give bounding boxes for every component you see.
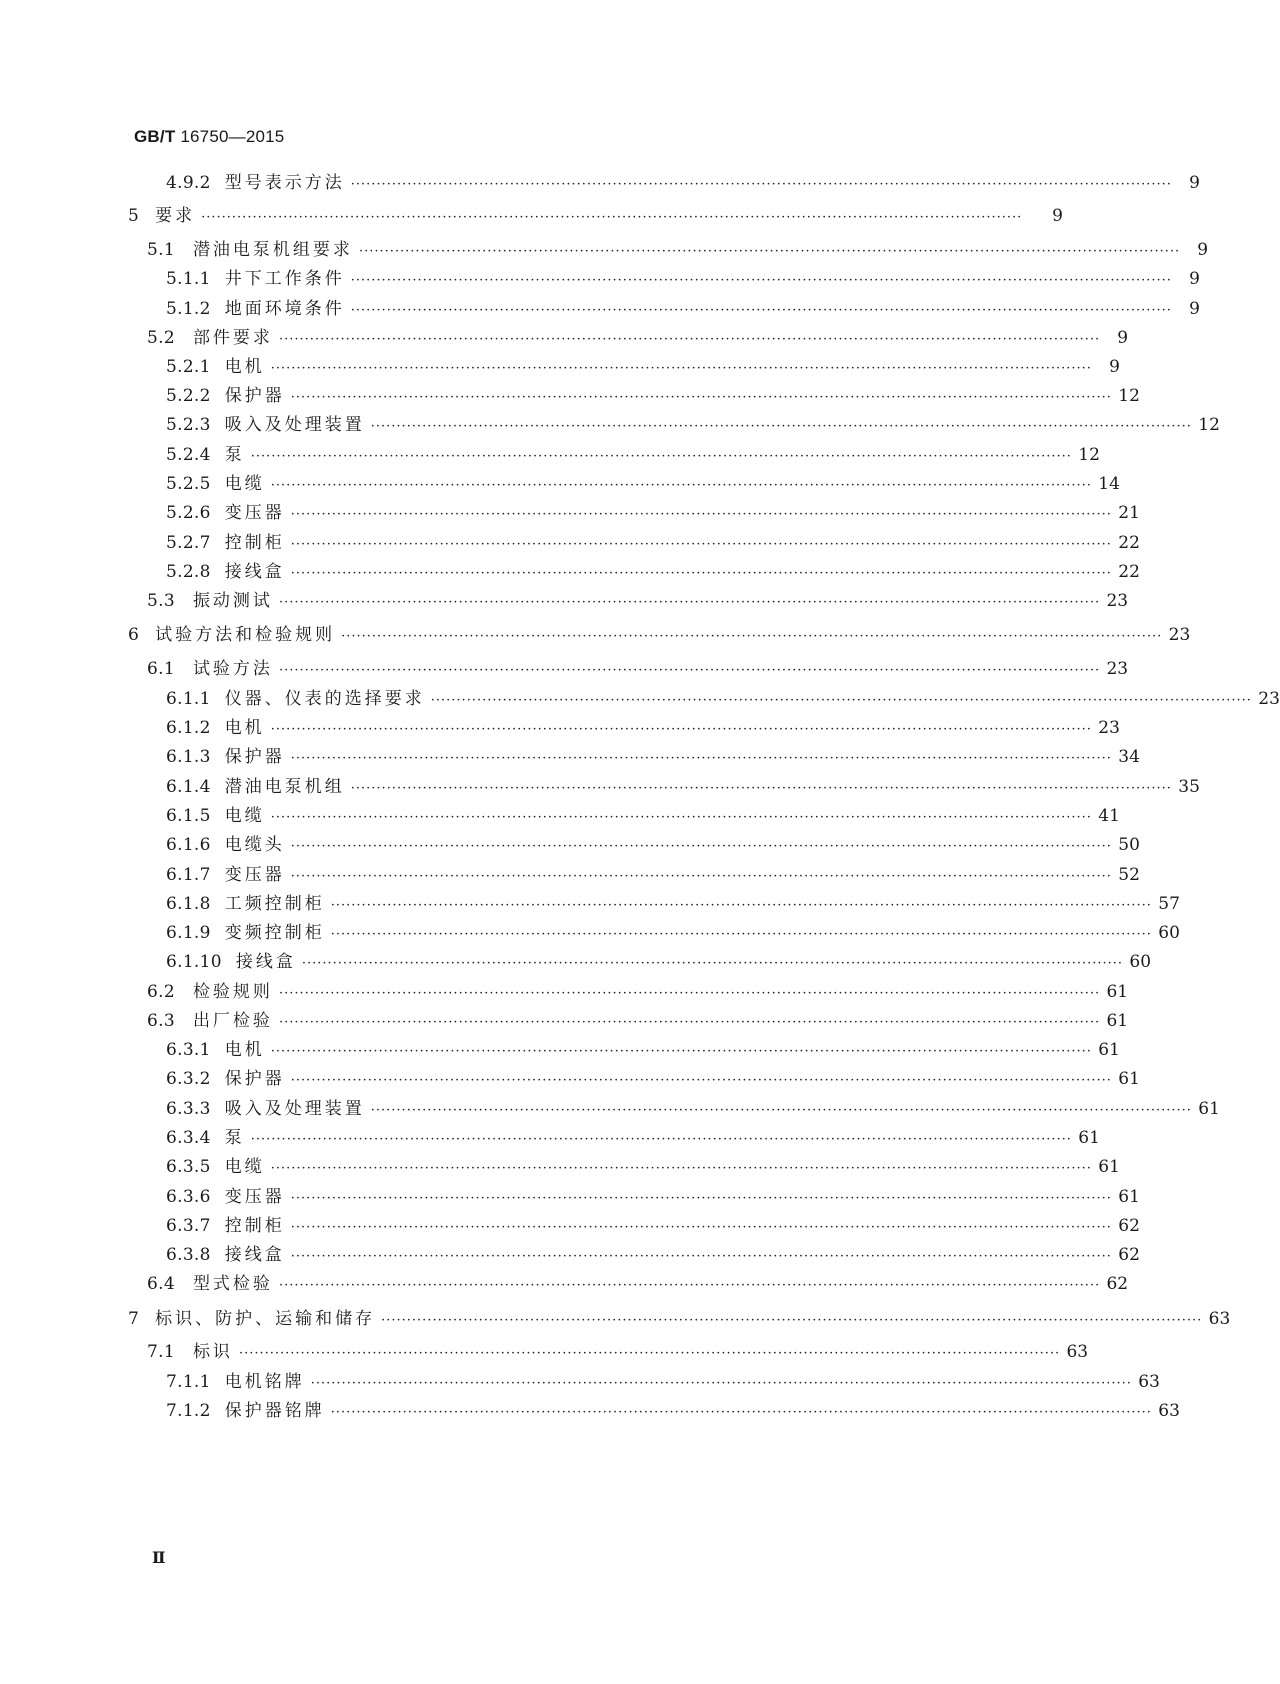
dot-leader: ································································································································································	[301, 956, 1124, 971]
toc-entry[interactable]	[166, 352, 1120, 377]
dot-leader: ································································································································································	[201, 210, 1023, 225]
toc-entry-page: 61	[1106, 982, 1129, 1002]
toc-entry-page: 60	[1129, 952, 1152, 972]
toc-entry-title: 吸入及处理装置	[224, 415, 365, 435]
standard-number: 16750—2015	[180, 127, 285, 146]
toc-entry-number: 6.3.4	[166, 1128, 211, 1148]
toc-entry-number: 6.1.9	[166, 923, 211, 943]
toc-entry-title: 保护器	[224, 386, 285, 406]
toc-entry-page: 14	[1098, 474, 1120, 494]
dot-leader: ································································································································································	[330, 898, 1152, 913]
dot-leader: ································································································································································	[290, 1249, 1112, 1264]
toc-entry[interactable]	[166, 947, 1152, 972]
dot-leader: ································································································································································	[310, 1376, 1132, 1391]
toc-entry-page: 62	[1118, 1245, 1140, 1265]
dot-leader: ································································································································································	[350, 303, 1172, 318]
toc-entry-title: 型式检验	[192, 1274, 273, 1294]
toc-entry-page: 23	[1106, 591, 1129, 611]
dot-leader: ································································································································································	[290, 869, 1112, 884]
toc-entry-number: 6.3.1	[166, 1040, 211, 1060]
toc-entry-number: 5.2.3	[166, 415, 211, 435]
toc-entry-page: 61	[1118, 1069, 1140, 1089]
toc-entry[interactable]	[166, 1064, 1140, 1089]
dot-leader: ································································································································································	[278, 1015, 1101, 1030]
toc-entry[interactable]	[166, 1367, 1160, 1392]
toc-entry-page: 60	[1158, 923, 1180, 943]
dot-leader: ································································································································································	[430, 693, 1252, 708]
toc-entry-title: 电缆	[224, 1157, 265, 1177]
toc-entry[interactable]	[166, 1211, 1140, 1236]
toc-entry-page: 12	[1118, 386, 1140, 406]
toc-entry-page: 61	[1198, 1099, 1220, 1119]
toc-entry-title: 工频控制柜	[224, 894, 325, 914]
dot-leader: ································································································································································	[278, 663, 1101, 678]
toc-entry[interactable]	[166, 1094, 1220, 1119]
toc-entry-page: 9	[1189, 299, 1200, 319]
toc-entry[interactable]	[166, 1123, 1100, 1148]
dot-leader: ································································································································································	[290, 1220, 1112, 1235]
toc-entry[interactable]	[147, 977, 1129, 1002]
toc-entry-page: 9	[1109, 357, 1120, 377]
toc-entry-page: 9	[1197, 240, 1209, 260]
toc-entry-title: 接线盒	[224, 1245, 285, 1265]
toc-entry-title: 电机	[224, 718, 265, 738]
toc-entry-title: 电缆	[224, 474, 265, 494]
toc-entry[interactable]	[147, 235, 1209, 260]
toc-entry[interactable]	[166, 742, 1140, 767]
toc-entry[interactable]	[128, 620, 1191, 645]
toc-entry-number: 6.2	[147, 982, 175, 1002]
toc-entry[interactable]	[166, 381, 1140, 406]
toc-entry-title: 电机	[224, 1040, 265, 1060]
toc-entry[interactable]	[166, 264, 1200, 289]
toc-entry-page: 12	[1078, 445, 1100, 465]
dot-leader: ································································································································································	[290, 566, 1112, 581]
toc-entry[interactable]	[166, 498, 1140, 523]
toc-entry-page: 9	[1052, 206, 1063, 226]
toc-entry-title: 试验方法和检验规则	[155, 625, 336, 645]
toc-entry[interactable]	[166, 469, 1120, 494]
toc-entry-title: 型号表示方法	[224, 173, 345, 193]
toc-entry-title: 接线盒	[224, 562, 285, 582]
toc-entry-title: 保护器铭牌	[224, 1401, 325, 1421]
toc-entry-number: 5.2.8	[166, 562, 211, 582]
toc-entry-page: 63	[1208, 1309, 1231, 1329]
toc-entry[interactable]	[166, 830, 1140, 855]
dot-leader: ································································································································································	[370, 419, 1192, 434]
toc-entry-title: 要求	[155, 206, 196, 226]
toc-entry[interactable]	[166, 528, 1140, 553]
dot-leader: ································································································································································	[341, 629, 1163, 644]
toc-entry[interactable]	[128, 1304, 1231, 1329]
toc-entry-number: 6.1.8	[166, 894, 211, 914]
toc-entry-title: 控制柜	[224, 533, 285, 553]
toc-entry-number: 6.3.6	[166, 1187, 211, 1207]
toc-entry-title: 电机	[224, 357, 265, 377]
toc-entry-page: 63	[1066, 1342, 1089, 1362]
toc-entry-title: 变压器	[224, 503, 285, 523]
toc-entry-number: 6.3.5	[166, 1157, 211, 1177]
toc-entry-page: 22	[1118, 562, 1140, 582]
dot-leader: ································································································································································	[270, 1044, 1092, 1059]
toc-entry[interactable]	[166, 713, 1120, 738]
dot-leader: ································································································································································	[290, 1073, 1112, 1088]
toc-entry-title: 吸入及处理装置	[224, 1099, 365, 1119]
toc-entry-page: 57	[1158, 894, 1180, 914]
toc-entry-number: 6.3.7	[166, 1216, 211, 1236]
toc-entry-title: 变频控制柜	[224, 923, 325, 943]
toc-entry[interactable]	[166, 684, 1280, 709]
toc-entry-number: 7	[128, 1309, 140, 1329]
toc-entry[interactable]	[166, 1396, 1180, 1421]
toc-entry[interactable]	[147, 1006, 1129, 1031]
toc-entry-page: 61	[1118, 1187, 1140, 1207]
toc-entry[interactable]	[147, 323, 1129, 348]
toc-entry-number: 6.1.4	[166, 777, 211, 797]
dot-leader: ································································································································································	[270, 722, 1092, 737]
toc-entry-number: 6.4	[147, 1274, 175, 1294]
toc-entry-number: 5.1.2	[166, 299, 211, 319]
toc-entry-title: 井下工作条件	[224, 269, 345, 289]
toc-entry-page: 12	[1198, 415, 1220, 435]
dot-leader: ································································································································································	[290, 839, 1112, 854]
toc-entry-title: 标识	[192, 1342, 233, 1362]
dot-leader: ································································································································································	[370, 1103, 1192, 1118]
dot-leader: ································································································································································	[270, 810, 1092, 825]
toc-entry[interactable]	[166, 801, 1120, 826]
toc-entry-number: 6.1.7	[166, 865, 211, 885]
toc-entry-number: 4.9.2	[166, 173, 211, 193]
dot-leader: ································································································································································	[350, 177, 1172, 192]
dot-leader: ································································································································································	[290, 537, 1112, 552]
toc-entry-number: 5.2.1	[166, 357, 211, 377]
toc-entry-page: 9	[1189, 173, 1200, 193]
dot-leader: ································································································································································	[270, 1161, 1092, 1176]
toc-entry[interactable]	[166, 557, 1140, 582]
toc-entry-title: 电缆头	[224, 835, 285, 855]
toc-entry-page: 62	[1118, 1216, 1140, 1236]
toc-entry-title: 仪器、仪表的选择要求	[224, 689, 425, 709]
dot-leader: ································································································································································	[278, 595, 1101, 610]
toc-entry-page: 62	[1106, 1274, 1129, 1294]
toc-entry[interactable]	[147, 1269, 1129, 1294]
toc-entry-page: 23	[1258, 689, 1280, 709]
toc-entry[interactable]	[166, 1182, 1140, 1207]
dot-leader: ································································································································································	[238, 1346, 1061, 1361]
toc-entry-page: 35	[1178, 777, 1200, 797]
toc-entry[interactable]	[166, 918, 1180, 943]
toc-entry-title: 部件要求	[192, 328, 273, 348]
toc-entry-title: 试验方法	[192, 659, 273, 679]
toc-entry-title: 振动测试	[192, 591, 273, 611]
toc-entry-page: 61	[1098, 1040, 1120, 1060]
toc-entry[interactable]	[166, 1035, 1120, 1060]
toc-entry[interactable]	[166, 440, 1100, 465]
toc-entry[interactable]	[128, 201, 1063, 225]
toc-entry-title: 电机铭牌	[224, 1372, 305, 1392]
toc-entry-number: 5	[128, 206, 140, 226]
toc-entry-number: 6.3.2	[166, 1069, 211, 1089]
toc-entry[interactable]	[166, 889, 1180, 914]
toc-entry-number: 5.2.4	[166, 445, 211, 465]
dot-leader: ································································································································································	[350, 781, 1172, 796]
dot-leader: ································································································································································	[278, 986, 1101, 1001]
toc-entry-page: 23	[1098, 718, 1120, 738]
toc-entry-title: 出厂检验	[192, 1011, 273, 1031]
dot-leader: ································································································································································	[350, 273, 1172, 288]
toc-entry-page: 22	[1118, 533, 1140, 553]
toc-entry[interactable]	[166, 410, 1220, 435]
toc-entry-page: 21	[1118, 503, 1140, 523]
dot-leader: ································································································································································	[290, 507, 1112, 522]
toc-entry-page: 41	[1098, 806, 1120, 826]
toc-entry-title: 变压器	[224, 1187, 285, 1207]
toc-entry-number: 5.2.7	[166, 533, 211, 553]
toc-entry-number: 5.1.1	[166, 269, 211, 289]
toc-entry[interactable]	[147, 654, 1129, 679]
toc-entry-number: 6.1.6	[166, 835, 211, 855]
toc-entry[interactable]	[166, 860, 1140, 885]
toc-entry-title: 电缆	[224, 806, 265, 826]
toc-entry-number: 6.1.5	[166, 806, 211, 826]
toc-entry-page: 23	[1106, 659, 1129, 679]
toc-entry-page: 52	[1118, 865, 1140, 885]
toc-entry[interactable]	[166, 1152, 1120, 1177]
toc-entry-page: 9	[1117, 328, 1129, 348]
dot-leader: ································································································································································	[330, 1405, 1152, 1420]
toc-entry-number: 6.1.1	[166, 689, 211, 709]
dot-leader: ································································································································································	[270, 478, 1092, 493]
toc-entry-number: 6	[128, 625, 140, 645]
toc-entry-title: 潜油电泵机组	[224, 777, 345, 797]
toc-entry-title: 控制柜	[224, 1216, 285, 1236]
toc-entry[interactable]	[166, 1240, 1140, 1265]
toc-entry-title: 检验规则	[192, 982, 273, 1002]
dot-leader: ································································································································································	[358, 244, 1181, 259]
toc-entry-page: 63	[1158, 1401, 1180, 1421]
dot-leader: ································································································································································	[381, 1313, 1203, 1328]
toc-entry-number: 6.3.8	[166, 1245, 211, 1265]
dot-leader: ································································································································································	[278, 332, 1101, 347]
toc-entry-page: 61	[1098, 1157, 1120, 1177]
toc-entry-number: 5.1	[147, 240, 175, 260]
toc-entry-page: 63	[1138, 1372, 1160, 1392]
toc-entry-title: 标识、防护、运输和储存	[155, 1309, 376, 1329]
dot-leader: ································································································································································	[290, 390, 1112, 405]
toc-entry-number: 5.3	[147, 591, 175, 611]
toc-entry-number: 6.1.2	[166, 718, 211, 738]
toc-entry-page: 23	[1168, 625, 1191, 645]
toc-entry-page: 61	[1106, 1011, 1129, 1031]
toc-entry-page: 9	[1189, 269, 1200, 289]
toc-entry-title: 保护器	[224, 747, 285, 767]
dot-leader: ································································································································································	[330, 927, 1152, 942]
toc-entry[interactable]	[147, 1337, 1089, 1362]
toc-entry-number: 5.2.6	[166, 503, 211, 523]
toc-entry-number: 7.1.2	[166, 1401, 211, 1421]
dot-leader: ································································································································································	[290, 1191, 1112, 1206]
dot-leader: ································································································································································	[290, 751, 1112, 766]
toc-entry-number: 7.1	[147, 1342, 175, 1362]
toc-entry-number: 5.2.2	[166, 386, 211, 406]
toc-entry-title: 地面环境条件	[224, 299, 345, 319]
dot-leader: ································································································································································	[250, 449, 1072, 464]
dot-leader: ································································································································································	[250, 1132, 1072, 1147]
toc-entry-title: 泵	[224, 445, 245, 465]
toc-entry-page: 34	[1118, 747, 1140, 767]
toc-entry-title: 保护器	[224, 1069, 285, 1089]
toc-entry-number: 5.2.5	[166, 474, 211, 494]
toc-entry[interactable]	[166, 294, 1200, 319]
toc-entry[interactable]	[166, 772, 1200, 797]
dot-leader: ································································································································································	[270, 361, 1092, 376]
toc-entry[interactable]	[147, 586, 1129, 611]
standard-code: GB/T	[134, 127, 176, 146]
toc-entry-title: 潜油电泵机组要求	[192, 240, 353, 260]
toc-entry-title: 变压器	[224, 865, 285, 885]
toc-entry-number: 5.2	[147, 328, 175, 348]
toc-entry-number: 7.1.1	[166, 1372, 211, 1392]
toc-entry-title: 接线盒	[235, 952, 296, 972]
dot-leader: ································································································································································	[278, 1278, 1101, 1293]
toc-entry[interactable]	[166, 168, 1200, 193]
toc-entry-number: 6.3	[147, 1011, 175, 1031]
toc-entry-number: 6.1.10	[166, 952, 222, 972]
toc-entry-page: 61	[1078, 1128, 1100, 1148]
toc-entry-page: 50	[1118, 835, 1140, 855]
page-number-roman: Ⅱ	[152, 1548, 166, 1567]
toc-entry-number: 6.1	[147, 659, 175, 679]
toc-entry-title: 泵	[224, 1128, 245, 1148]
toc-entry-number: 6.1.3	[166, 747, 211, 767]
toc-entry-number: 6.3.3	[166, 1099, 211, 1119]
